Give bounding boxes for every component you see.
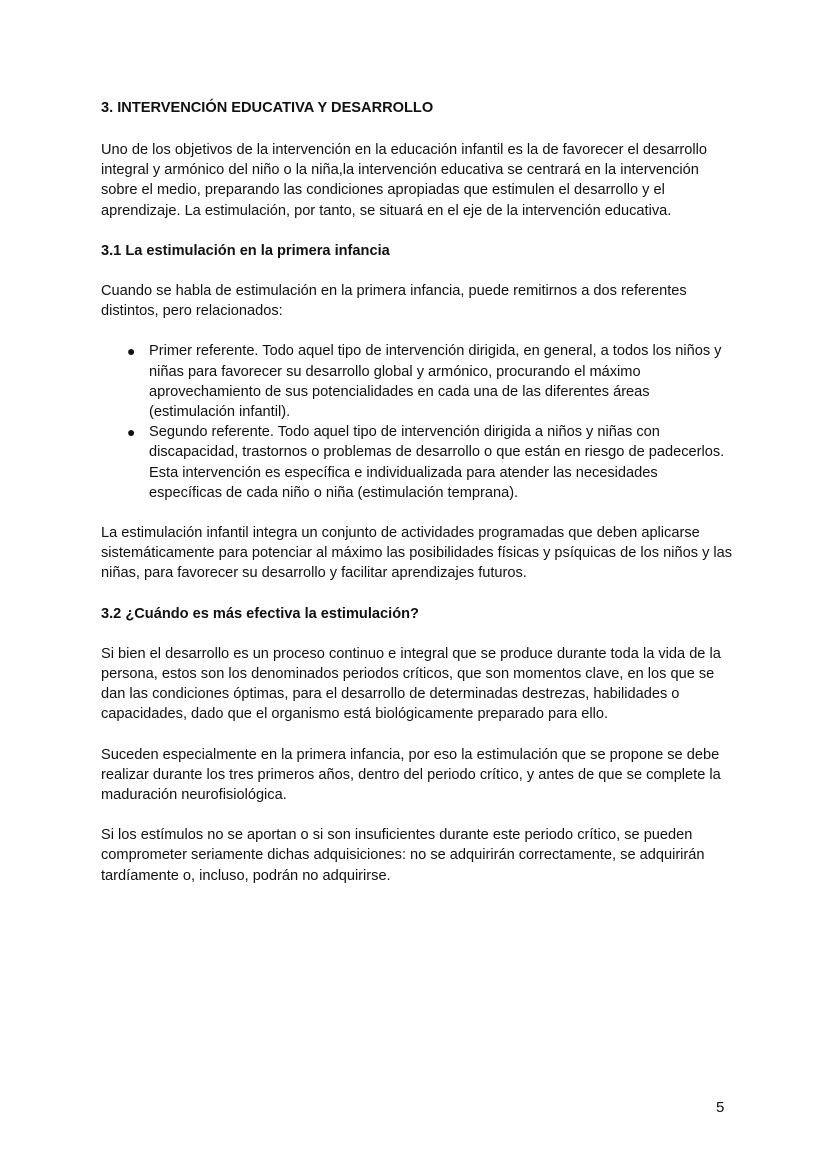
list-item-text: Segundo referente. Todo aquel tipo de intervención dirigida a niños y niñas con discapacidad, trastornos o problemas de desarrollo o que están en riesgo de padecerlos. Esta intervención es específica e individualizada para atender las necesidades específicas de cada niño o niña (estimulación temprana). xyxy=(149,424,725,501)
subsection-2-title: 3.2 ¿Cuándo es más efectiva la estimulación? xyxy=(101,605,419,622)
intro-paragraph: Uno de los objetivos de la intervención en la educación infantil es la de favorecer el desarrollo integral y armónico del niño o la niña,la intervención educativa se centrará en la intervención sobre el medio, preparando las condiciones apropiadas que estimulen el desarrollo y el aprendizaje. La estimulación, por tanto, se situará en el eje de la intervención educativa. xyxy=(101,142,708,219)
subsection-1-paragraph: Cuando se habla de estimulación en la primera infancia, puede remitirnos a dos referentes distintos, pero relacionados: xyxy=(101,283,687,320)
subsection-2-paragraph-3: Si los estímulos no se aportan o si son insuficientes durante este periodo crítico, se pueden comprometer seriamente dichas adquisiciones: no se adquirirán correctamente, se adquirirán tardíamente o, incluso, podrán no adquirirse. xyxy=(101,827,705,884)
subsection-2-paragraph-2: Suceden especialmente en la primera infancia, por eso la estimulación que se propone se debe realizar durante los tres primeros años, dentro del periodo crítico, y antes de que se complete la maduración neurofisiológica. xyxy=(101,746,721,804)
list-item xyxy=(127,422,733,503)
list-item xyxy=(127,341,733,422)
referents-list xyxy=(101,341,733,503)
bullet-icon: ● xyxy=(127,424,136,441)
section-title: 3. INTERVENCIÓN EDUCATIVA Y DESARROLLO xyxy=(101,100,434,116)
subsection-1-title: 3.1 La estimulación en la primera infancia xyxy=(101,242,390,259)
page-number: 5 xyxy=(716,1099,725,1116)
document-page xyxy=(101,96,733,906)
bullet-icon: ● xyxy=(127,343,136,360)
subsection-2-paragraph-1: Si bien el desarrollo es un proceso continuo e integral que se produce durante toda la vida de la persona, estos son los denominados periodos críticos, que son momentos clave, en los que se dan las condiciones óptimas, para el desarrollo de determinadas destrezas, habilidades o capacidades, dado que el organismo está biológicamente preparado para ello. xyxy=(101,645,721,723)
subsection-1-closing-paragraph: La estimulación infantil integra un conjunto de actividades programadas que deben aplicarse sistemáticamente para potenciar al máximo las posibilidades físicas y psíquicas de los niños y las niñas, para favorecer su desarrollo y facilitar aprendizajes futuros. xyxy=(101,525,733,582)
list-item-text: Primer referente. Todo aquel tipo de intervención dirigida, en general, a todos los niños y niñas para favorecer su desarrollo global y armónico, procurando el máximo aprovechamiento de sus potencialidades en cada una de las diferentes áreas (estimulación infantil). xyxy=(149,343,722,421)
